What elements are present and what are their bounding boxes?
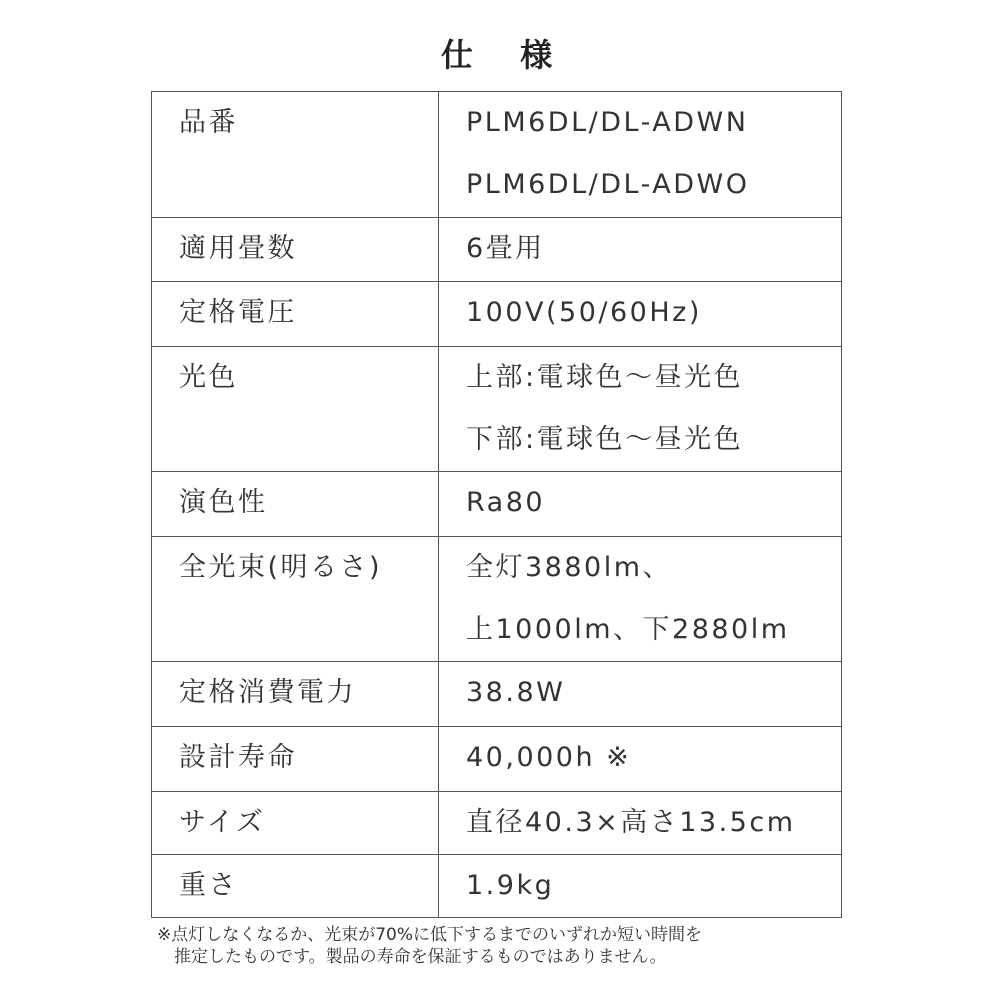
row-value: 上1000lm、下2880lm xyxy=(466,614,790,645)
spec-table xyxy=(151,91,842,918)
row-value: 1.9kg xyxy=(466,870,555,901)
row-label: 適用畳数 xyxy=(179,233,297,264)
row-value: 直径40.3×高さ13.5cm xyxy=(466,807,796,838)
row-value: 全灯3880lm、 xyxy=(466,552,673,583)
table-row xyxy=(152,347,842,472)
row-value: 100V(50/60Hz) xyxy=(466,297,702,328)
row-value: 40,000h ※ xyxy=(466,742,632,773)
row-label: 全光束(明るさ) xyxy=(179,552,383,583)
table-row xyxy=(152,792,842,855)
row-value: PLM6DL/DL-ADWO xyxy=(466,169,750,200)
footnote xyxy=(157,924,937,968)
row-label: サイズ xyxy=(179,807,266,838)
table-row xyxy=(152,282,842,347)
table-row xyxy=(152,537,842,662)
table-row xyxy=(152,855,842,918)
row-label: 品番 xyxy=(179,107,238,138)
table-row xyxy=(152,218,842,282)
row-label: 演色性 xyxy=(179,487,268,518)
page-title: 仕 様 xyxy=(440,36,571,74)
table-row xyxy=(152,662,842,727)
row-label: 重さ xyxy=(179,870,238,901)
row-value: Ra80 xyxy=(466,487,546,518)
row-label: 定格電圧 xyxy=(179,297,297,328)
row-value: 上部:電球色～昼光色 xyxy=(466,362,744,393)
row-label: 定格消費電力 xyxy=(179,677,356,708)
row-value: 6畳用 xyxy=(466,233,545,264)
row-value: PLM6DL/DL-ADWN xyxy=(466,107,749,138)
footnote-line: ※点灯しなくなるか、光束が70%に低下するまでのいずれか短い時間を xyxy=(157,925,703,945)
row-label: 設計寿命 xyxy=(179,742,297,773)
row-value: 38.8W xyxy=(466,677,566,708)
table-row xyxy=(152,92,842,218)
row-label: 光色 xyxy=(179,362,238,393)
footnote-line: 推定したものです。製品の寿命を保証するものではありません。 xyxy=(174,947,667,967)
row-value: 下部:電球色～昼光色 xyxy=(466,424,744,455)
table-row xyxy=(152,472,842,537)
table-row xyxy=(152,727,842,792)
